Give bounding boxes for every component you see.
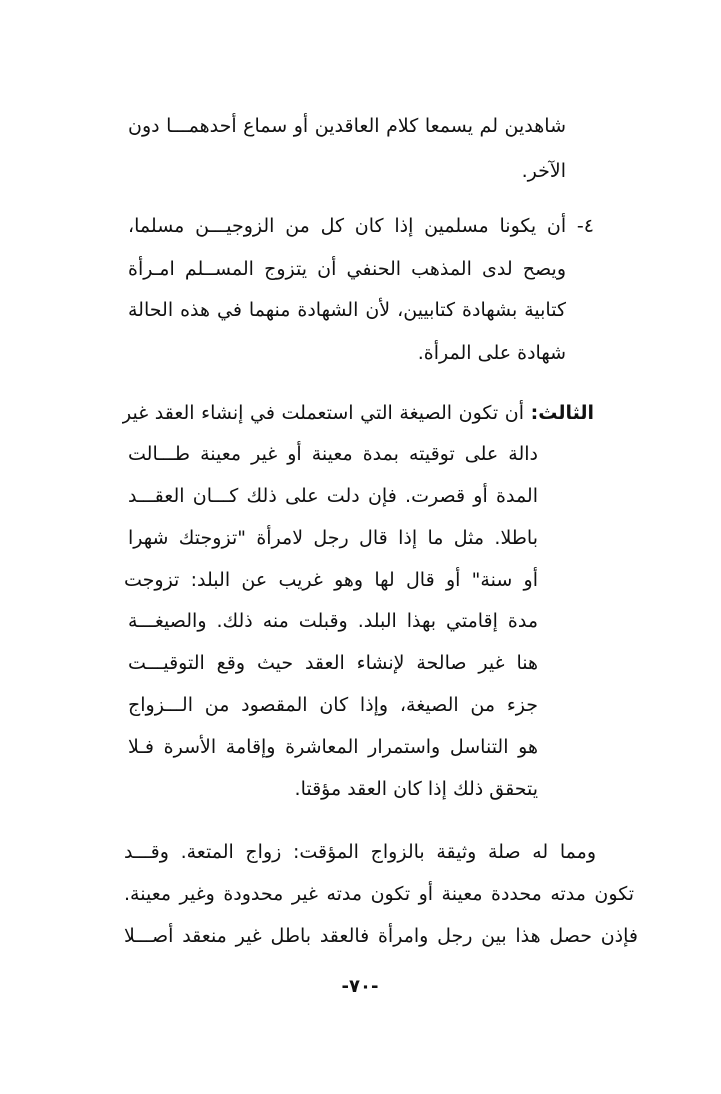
paragraph-3-line-9: هو التناسل واستمرار المعاشرة وإقامة الأسرة فـلا [128, 736, 538, 758]
paragraph-4-line-3: فإذن حصل هذا بين رجل وامرأة فالعقد باطل غير منعقد أصـــلا [124, 925, 638, 947]
paragraph-3-line-2: دالة على توقيته بمدة معينة أو غير معينة طـــالت [128, 443, 538, 465]
paragraph-3-line-4: باطلا. مثل ما إذا قال رجل لامرأة "تزوجتك شهرا [128, 527, 538, 549]
paragraph-2-line-1: ٤- أن يكونا مسلمين إذا كان كل من الزوجيـــن مسلما، [128, 215, 594, 237]
paragraph-3-line-5: أو سنة" أو قال لها وهو غريب عن البلد: تزوجت [124, 569, 538, 591]
paragraph-3-line-3: المدة أو قصرت. فإن دلت على ذلك كـــان العقـــد [128, 485, 538, 507]
paragraph-3-line-10: يتحقق ذلك إذا كان العقد مؤقتا. [294, 778, 538, 800]
paragraph-2-line-2: ويصح لدى المذهب الحنفي أن يتزوج المســلم امـرأة [128, 258, 566, 280]
paragraph-1-line-1: شاهدين لم يسمعا كلام العاقدين أو سماع أحدهمـــا دون [128, 115, 566, 137]
paragraph-4-line-2: تكون مدته محددة معينة أو تكون مدته غير محدودة وغير معينة. [124, 883, 634, 905]
paragraph-2-line-4: شهادة على المرأة. [417, 342, 566, 364]
page-number: -٧٠- [341, 976, 379, 997]
paragraph-2-line-3: كتابية بشهادة كتابيين، لأن الشهادة منهما في هذه الحالة [128, 299, 566, 321]
paragraph-3-line-1 [122, 399, 594, 427]
paragraph-3-line-6: مدة إقامتي بهذا البلد. وقبلت منه ذلك. والصيغـــة [128, 610, 538, 632]
paragraph-1-line-2: الآخر. [521, 160, 566, 182]
paragraph-3-line-8: جزء من الصيغة، وإذا كان المقصود من الـــزواج [128, 694, 538, 716]
paragraph-3-line-7: هنا غير صالحة لإنشاء العقد حيث وقع التوقيـــت [128, 652, 538, 674]
section-label: الثالث: [530, 402, 594, 424]
paragraph-4-line-1: ومما له صلة وثيقة بالزواج المؤقت: زواج المتعة. وقـــد [124, 841, 596, 863]
paragraph-3-line-1-text: أن تكون الصيغة التي استعملت في إنشاء العقد غير [122, 402, 531, 424]
